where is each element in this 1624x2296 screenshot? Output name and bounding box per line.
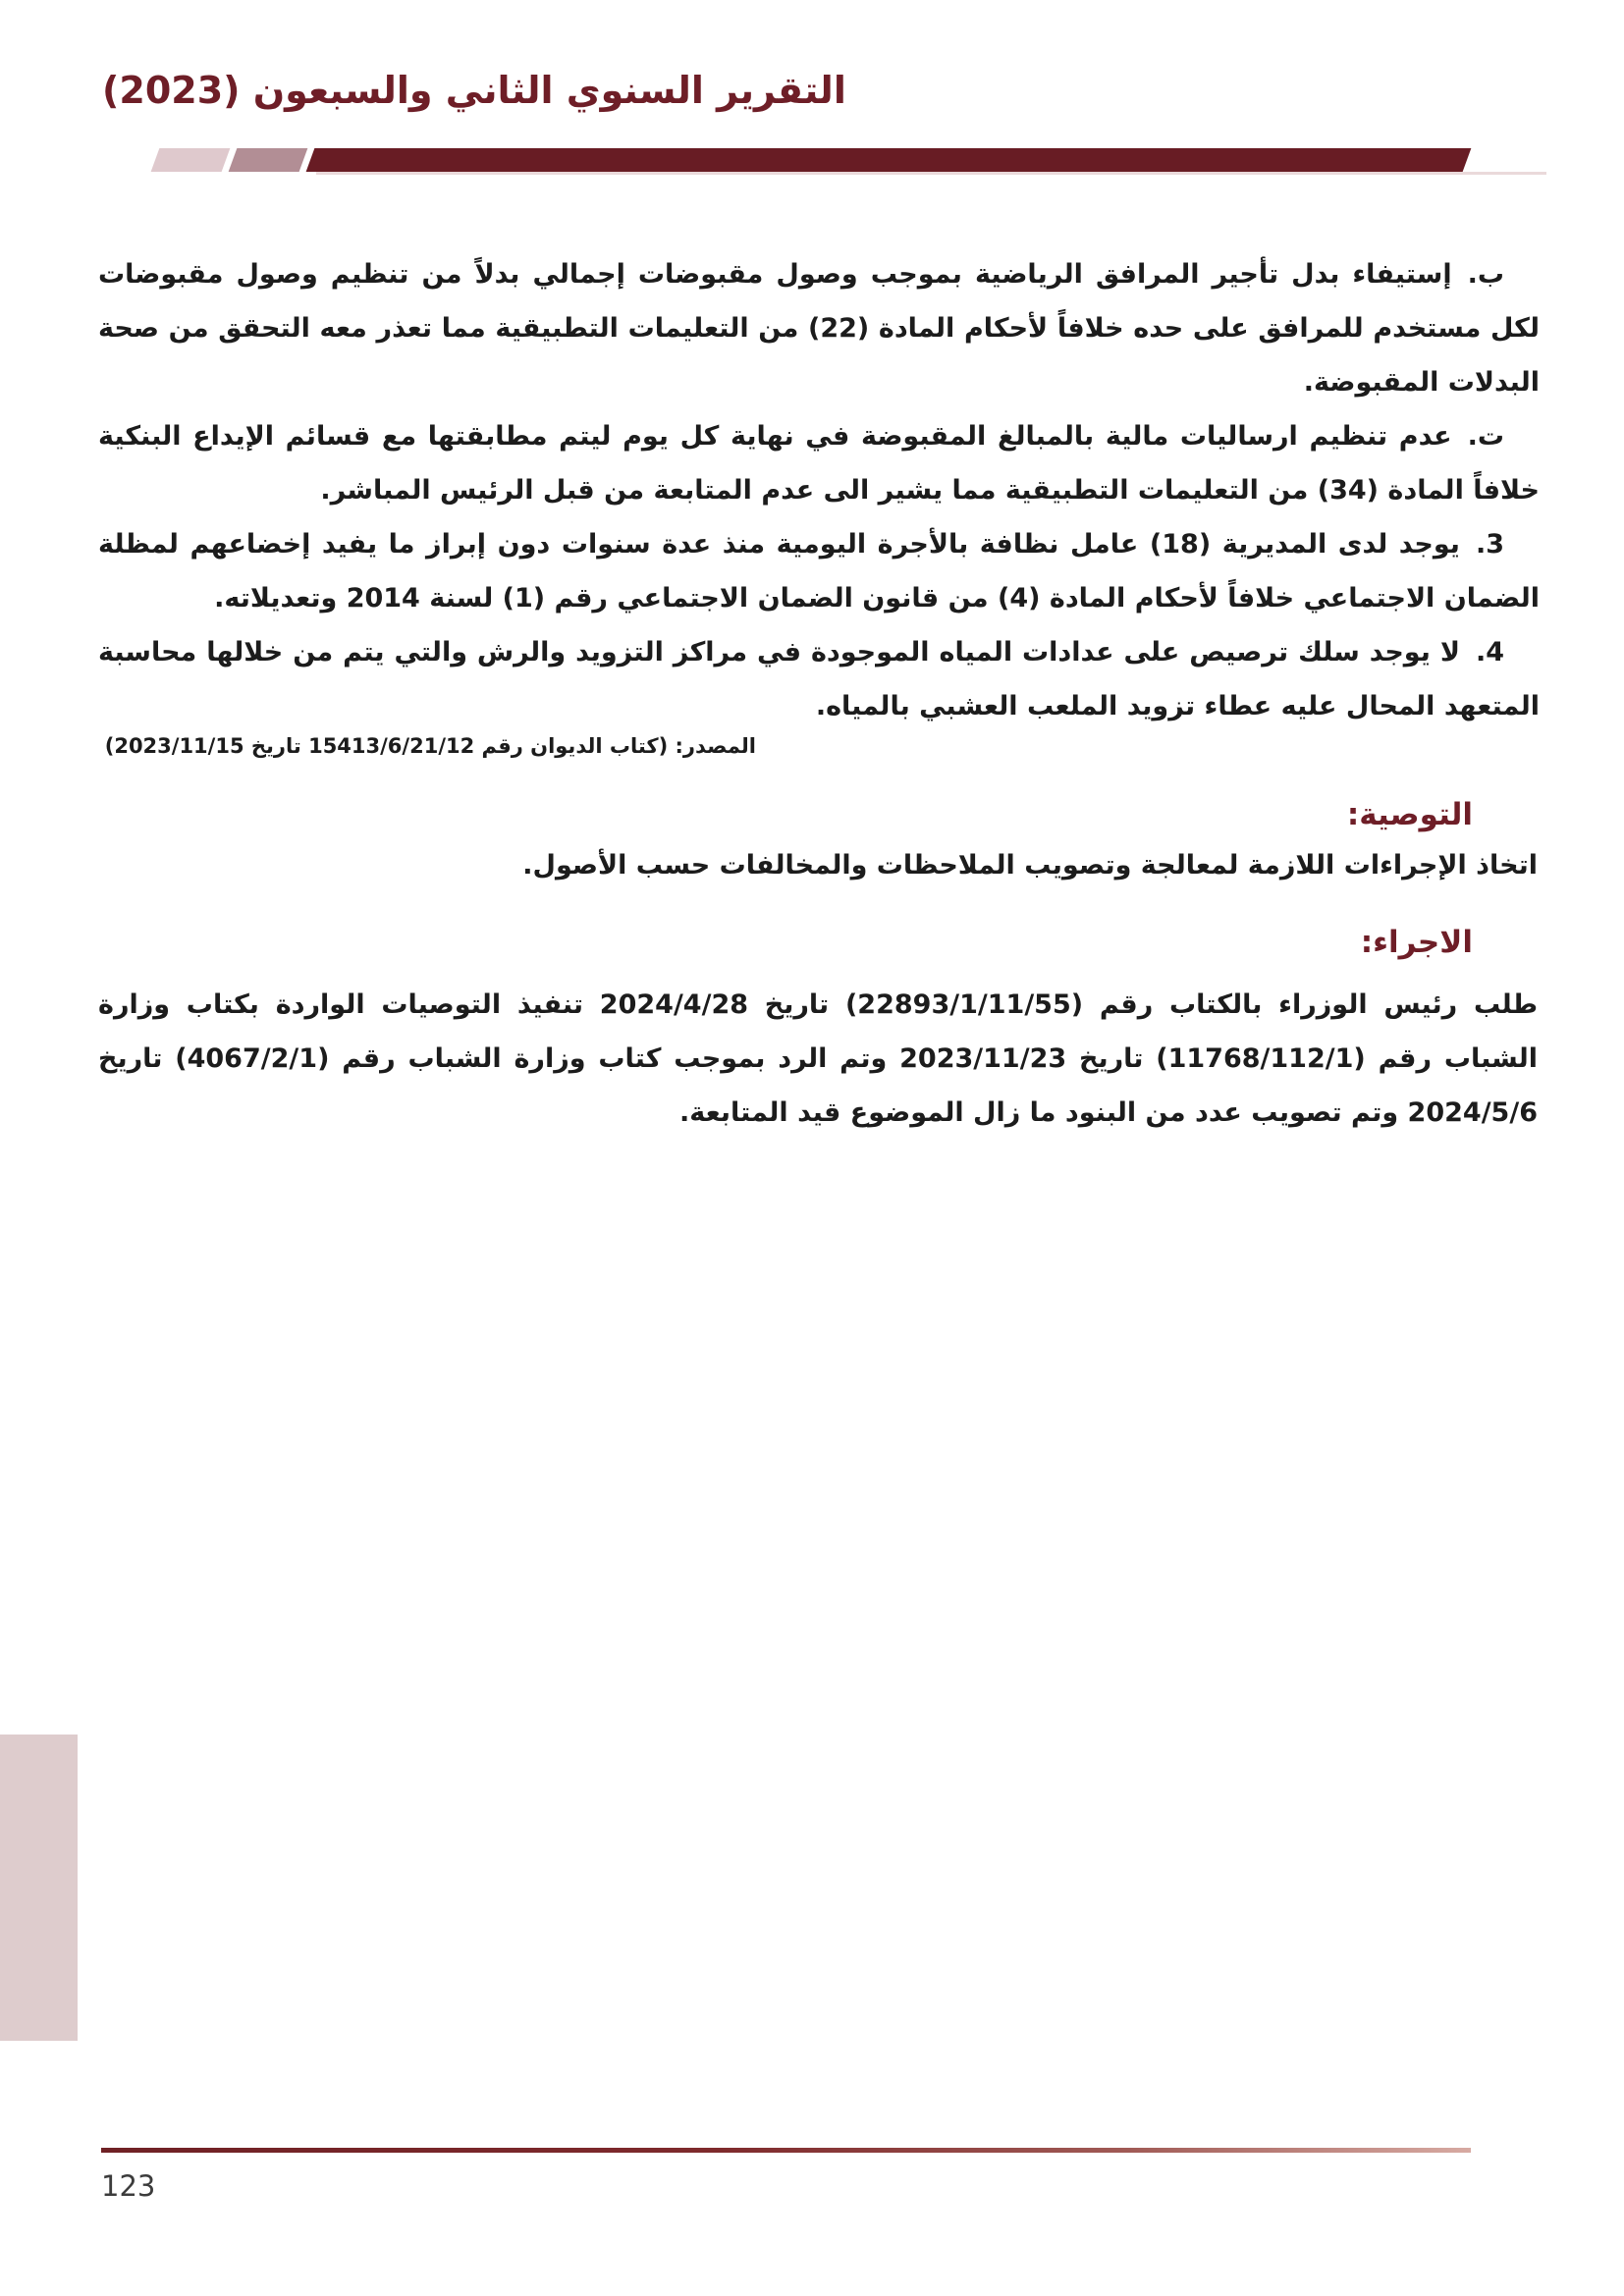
findings-list bbox=[98, 247, 1540, 733]
action-heading: الاجراء: bbox=[1360, 925, 1473, 960]
finding-item-b bbox=[98, 247, 1540, 409]
source-citation: المصدر: (كتاب الديوان رقم 15413/6/21/12 تاريخ 2023/11/15) bbox=[104, 734, 756, 758]
item-marker: 4. bbox=[1475, 637, 1504, 667]
item-text: يوجد لدى المديرية (18) عامل نظافة بالأجرة اليومية منذ عدة سنوات دون إبراز ما يفيد إخضاعهم لمظلة الضمان الاجتماعي خلافاً لأحكام المادة (4) من قانون الضمان الاجتماعي رقم (1) لسنة 2014 وتعديلاته. bbox=[98, 529, 1540, 614]
header-stripe-light bbox=[151, 148, 231, 172]
item-text: إستيفاء بدل تأجير المرافق الرياضية بموجب وصول مقبوضات إجمالي بدلاً من تنظيم وصول مقبوضات لكل مستخدم للمرافق على حده خلافاً لأحكام المادة (22) من التعليمات التطبيقية مما تعذر معه التحقق من صحة البدلات المقبوضة. bbox=[98, 259, 1540, 398]
item-marker: ت. bbox=[1467, 421, 1504, 452]
header-stripe-mauve bbox=[229, 148, 308, 172]
finding-item-t bbox=[98, 409, 1540, 517]
item-marker: 3. bbox=[1475, 529, 1504, 560]
side-accent-bar bbox=[0, 1735, 78, 2041]
item-text: لا يوجد سلك ترصيص على عدادات المياه الموجودة في مراكز التزويد والرش والتي يتم من خلالها محاسبة المتعهد المحال عليه عطاء تزويد الملعب العشبي بالمياه. bbox=[98, 637, 1540, 721]
page-number: 123 bbox=[101, 2169, 156, 2203]
recommendation-heading: التوصية: bbox=[1346, 797, 1473, 832]
header-stripe-dark bbox=[306, 148, 1472, 172]
recommendation-text: اتخاذ الإجراءات اللازمة لمعالجة وتصويب الملاحظات والمخالفات حسب الأصول. bbox=[522, 850, 1538, 881]
report-title: التقرير السنوي الثاني والسبعون (2023) bbox=[102, 69, 846, 112]
finding-item-4 bbox=[98, 625, 1540, 733]
finding-item-3 bbox=[98, 517, 1540, 625]
item-marker: ب. bbox=[1467, 259, 1504, 290]
header-stripe-underline bbox=[316, 172, 1546, 175]
footer-rule bbox=[101, 2148, 1471, 2153]
item-text: عدم تنظيم ارساليات مالية بالمبالغ المقبوضة في نهاية كل يوم ليتم مطابقتها مع قسائم الإيداع البنكية خلافاً المادة (34) من التعليمات التطبيقية مما يشير الى عدم المتابعة من قبل الرئيس المباشر. bbox=[98, 421, 1540, 506]
action-text: طلب رئيس الوزراء بالكتاب رقم (22893/1/11/55) تاريخ 2024/4/28 تنفيذ التوصيات الواردة بكتاب وزارة الشباب رقم (11768/112/1) تاريخ 2023/11/23 وتم الرد بموجب كتاب وزارة الشباب رقم (4067/2/1) تاريخ 2024/5/6 وتم تصويب عدد من البنود ما زال الموضوع قيد المتابعة. bbox=[98, 989, 1539, 1128]
